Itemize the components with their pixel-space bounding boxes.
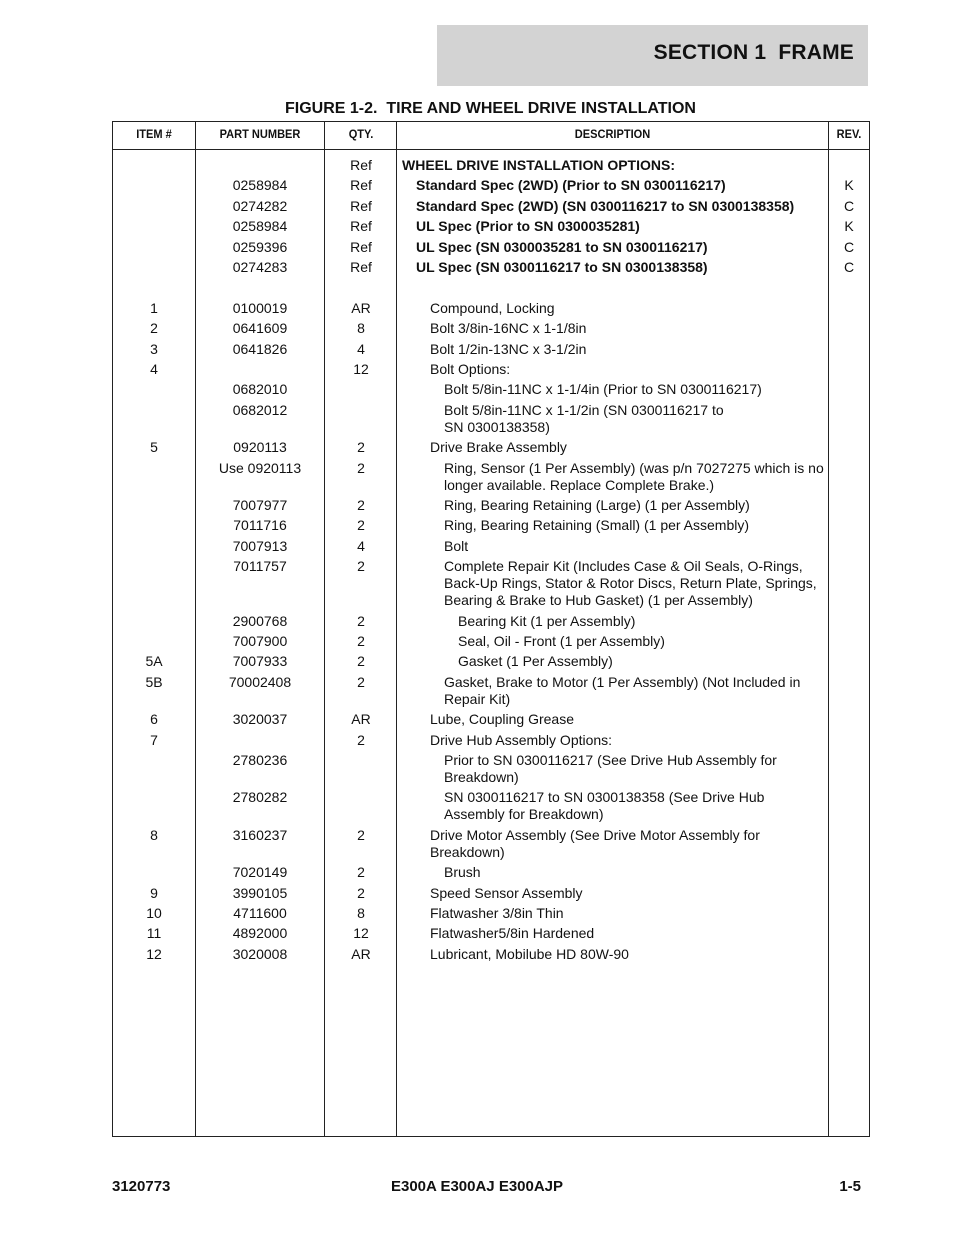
quantity: 2 <box>357 864 365 881</box>
description: Gasket (1 Per Assembly) <box>458 653 613 670</box>
description: Bolt 5/8in-11NC x 1-1/4in (Prior to SN 0300116217) <box>444 381 762 398</box>
part-number: 2900768 <box>232 612 288 629</box>
part-number: 7007933 <box>232 653 288 670</box>
item-number: 5 <box>150 439 158 456</box>
description: SN 0300116217 to SN 0300138358 (See Drive Hub Assembly for Breakdown) <box>444 789 765 823</box>
part-number: 2780236 <box>232 752 288 768</box>
description: Bearing Kit (1 per Assembly) <box>458 612 636 629</box>
part-number: 0259396 <box>232 238 288 255</box>
description: Bolt <box>444 537 469 554</box>
part-number: 70002408 <box>228 673 292 690</box>
part-number: 7007913 <box>232 537 288 554</box>
description: Drive Motor Assembly (See Drive Motor Assembly for Breakdown) <box>430 826 760 860</box>
quantity: Ref <box>350 157 372 173</box>
part-number: 0258984 <box>232 177 288 194</box>
quantity: 2 <box>357 633 365 649</box>
quantity: 2 <box>357 439 365 456</box>
description: Ring, Bearing Retaining (Small) (1 per Assembly) <box>444 517 750 534</box>
quantity: 2 <box>357 517 365 534</box>
revision: C <box>843 238 855 255</box>
description: Flatwasher5/8in Hardened <box>430 925 595 942</box>
description: Prior to SN 0300116217 (See Drive Hub Assembly for Breakdown) <box>444 752 777 785</box>
part-number: 7007900 <box>232 633 288 649</box>
description: UL Spec (SN 0300035281 to SN 0300116217) <box>416 238 708 255</box>
section-header-box <box>437 25 868 86</box>
description: Complete Repair Kit (Includes Case & Oil Seals, O-Rings, Back-Up Rings, Stator & Rotor Discs, Return Plate, Springs, Bearing & Brake to Hub Gasket) (1 per Assembly) <box>444 558 817 609</box>
revision: K <box>844 177 854 194</box>
part-number: 3020008 <box>232 945 288 962</box>
quantity: 2 <box>357 653 365 670</box>
footer-models: E300A E300AJ E300AJP <box>390 1178 564 1195</box>
column-header-description: DESCRIPTION <box>574 127 651 141</box>
part-number: 3160237 <box>232 826 288 843</box>
item-number: 2 <box>150 320 158 337</box>
quantity: 4 <box>357 340 365 357</box>
quantity: 4 <box>357 537 365 554</box>
part-number: 0682012 <box>232 401 288 418</box>
quantity: Ref <box>350 259 372 275</box>
part-number: 0641826 <box>232 340 288 357</box>
part-number: 4892000 <box>232 925 288 942</box>
item-number: 12 <box>146 945 162 962</box>
column-header-rev: REV. <box>836 127 862 141</box>
part-number: 0100019 <box>232 299 288 316</box>
item-number: 10 <box>146 905 162 921</box>
quantity: 2 <box>357 612 365 629</box>
description: UL Spec (SN 0300116217 to SN 0300138358) <box>416 259 708 275</box>
item-number: 5A <box>145 653 163 670</box>
column-header-qty: QTY. <box>348 127 374 141</box>
item-number: 8 <box>150 826 158 843</box>
description: Standard Spec (2WD) (Prior to SN 0300116217) <box>416 177 726 194</box>
description: Speed Sensor Assembly <box>430 884 583 901</box>
part-number: 4711600 <box>233 905 287 921</box>
column-header-part-number: PART NUMBER <box>219 127 301 141</box>
quantity: Ref <box>350 197 372 214</box>
item-number: 3 <box>150 340 158 357</box>
description: Seal, Oil - Front (1 per Assembly) <box>458 633 665 649</box>
quantity: 2 <box>357 826 365 843</box>
revision: C <box>843 197 855 214</box>
part-number: 7011716 <box>233 517 287 534</box>
part-number: Use 0920113 <box>218 459 302 476</box>
description: Compound, Locking <box>430 299 555 316</box>
description: WHEEL DRIVE INSTALLATION OPTIONS: <box>402 157 675 173</box>
item-number: 9 <box>150 884 158 901</box>
part-number: 7007977 <box>232 497 288 513</box>
quantity: 2 <box>357 459 365 476</box>
item-number: 5B <box>145 673 163 690</box>
quantity: 2 <box>357 558 365 575</box>
revision: K <box>844 218 854 235</box>
description: Standard Spec (2WD) (SN 0300116217 to SN 0300138358) <box>416 197 795 214</box>
figure-title: FIGURE 1-2. TIRE AND WHEEL DRIVE INSTALLATION <box>285 100 696 117</box>
quantity: 2 <box>357 673 365 690</box>
parts-table <box>112 121 870 1137</box>
quantity: 8 <box>357 320 365 337</box>
item-number: 4 <box>150 361 158 377</box>
description: Drive Hub Assembly Options: <box>430 731 613 748</box>
quantity: 12 <box>353 361 369 377</box>
section-title: SECTION 1 FRAME <box>653 41 854 64</box>
part-number: 3020037 <box>232 711 288 728</box>
part-number: 0258984 <box>232 218 288 235</box>
item-number: 7 <box>150 731 158 748</box>
description: Flatwasher 3/8in Thin <box>430 905 564 921</box>
column-header-item: ITEM # <box>136 127 172 141</box>
footer-page-number: 1-5 <box>839 1178 861 1195</box>
quantity: 2 <box>357 884 365 901</box>
part-number: 0274283 <box>232 259 288 275</box>
revision: C <box>843 259 855 275</box>
quantity: AR <box>351 711 371 728</box>
description: Bolt 5/8in-11NC x 1-1/2in (SN 0300116217 to SN 0300138358) <box>444 401 724 435</box>
part-number: 0682010 <box>232 381 288 398</box>
part-number: 0641609 <box>232 320 288 337</box>
quantity: Ref <box>350 238 372 255</box>
part-number: 2780282 <box>232 789 288 806</box>
description: Ring, Sensor (1 Per Assembly) (was p/n 7027275 which is no longer available. Replace Complete Brake.) <box>444 459 824 493</box>
quantity: Ref <box>350 177 372 194</box>
quantity: AR <box>351 945 371 962</box>
description: Bolt Options: <box>430 361 511 377</box>
item-number: 6 <box>150 711 158 728</box>
part-number: 0920113 <box>233 439 287 456</box>
description: Gasket, Brake to Motor (1 Per Assembly) (Not Included in Repair Kit) <box>444 673 801 707</box>
description: Drive Brake Assembly <box>430 439 567 456</box>
part-number: 3990105 <box>232 884 288 901</box>
description: Bolt 1/2in-13NC x 3-1/2in <box>430 340 587 357</box>
part-number: 0274282 <box>232 197 288 214</box>
item-number: 11 <box>146 925 162 942</box>
description: Ring, Bearing Retaining (Large) (1 per Assembly) <box>444 497 750 513</box>
description: UL Spec (Prior to SN 0300035281) <box>416 218 640 235</box>
description: Brush <box>444 864 481 881</box>
description: Lube, Coupling Grease <box>430 711 574 728</box>
quantity: 2 <box>357 731 365 748</box>
description: Bolt 3/8in-16NC x 1-1/8in <box>430 320 587 337</box>
item-number: 1 <box>150 299 158 316</box>
quantity: AR <box>351 299 371 316</box>
quantity: Ref <box>350 218 372 235</box>
header-divider <box>113 149 869 150</box>
quantity: 2 <box>357 497 365 513</box>
part-number: 7011757 <box>233 558 287 575</box>
quantity: 12 <box>353 925 369 942</box>
description: Lubricant, Mobilube HD 80W-90 <box>430 945 629 962</box>
quantity: 8 <box>357 905 365 921</box>
footer-doc-number: 3120773 <box>112 1178 171 1195</box>
part-number: 7020149 <box>232 864 288 881</box>
